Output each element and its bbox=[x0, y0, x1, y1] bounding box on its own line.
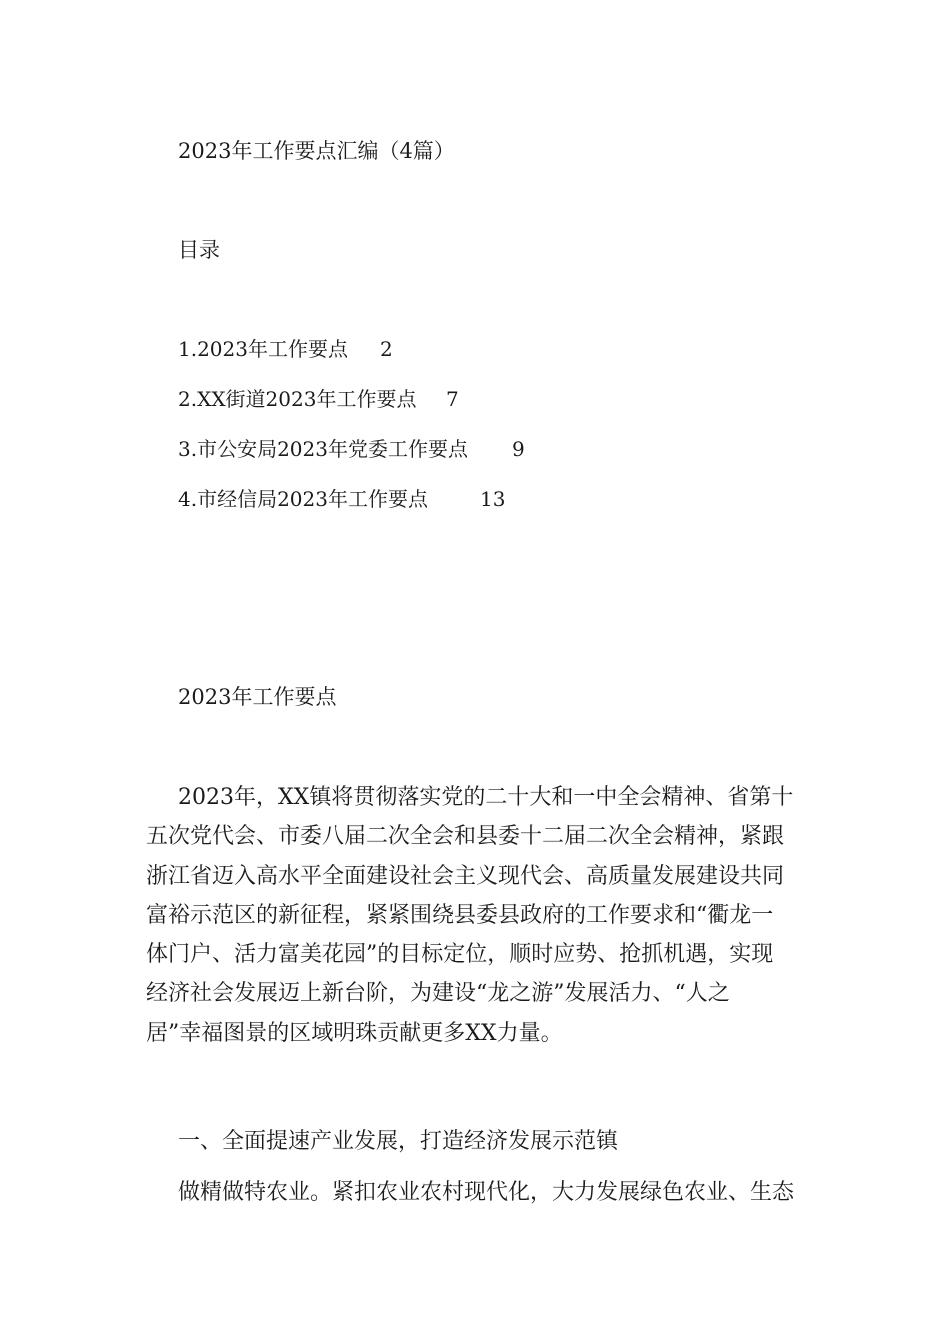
body-paragraph: 做精做特农业。紧扣农业农村现代化，大力发展绿色农业、生态 bbox=[178, 1180, 795, 1205]
toc-entry-label: 4.市经信局2023年工作要点 bbox=[178, 487, 428, 511]
toc-entry-page: 2 bbox=[380, 337, 393, 361]
section-title: 2023年工作要点 bbox=[178, 685, 337, 709]
toc-entry-page: 13 bbox=[480, 487, 506, 511]
toc-heading: 目录 bbox=[178, 238, 220, 262]
toc-entry-page: 7 bbox=[446, 387, 459, 411]
toc-entry[interactable] bbox=[178, 489, 505, 509]
toc-entry[interactable] bbox=[178, 339, 393, 359]
toc-entry-label: 1.2023年工作要点 bbox=[178, 337, 348, 361]
toc-entry-page: 9 bbox=[512, 437, 525, 461]
toc-entry-label: 2.XX街道2023年工作要点 bbox=[178, 387, 417, 411]
toc-entry-label: 3.市公安局2023年党委工作要点 bbox=[178, 437, 468, 461]
toc-entry[interactable] bbox=[178, 389, 459, 409]
toc-entry[interactable] bbox=[178, 439, 525, 459]
body-paragraph: 2023年，XX镇将贯彻落实党的二十大和一中全会精神、省第十 五次党代会、市委八届二次全会和县委十二届二次全会精神，紧跟 浙江省迈入高水平全面建设社会主义现代会、高质量发展建设共同 富裕示范区的新征程，紧紧围绕县委县政府的工作要求和“衢龙一 体门户、活力富美花园”的目标定位，顺时应势、抢抓机遇，实现 经济社会发展迈上新台阶，为建设“龙之游”发展活力、“人之 居”幸福图景的区域明珠贡献更多XX力量。 bbox=[146, 785, 794, 1046]
document-title: 2023年工作要点汇编（4篇） bbox=[178, 139, 455, 163]
subsection-heading: 一、全面提速产业发展，打造经济发展示范镇 bbox=[178, 1129, 619, 1154]
